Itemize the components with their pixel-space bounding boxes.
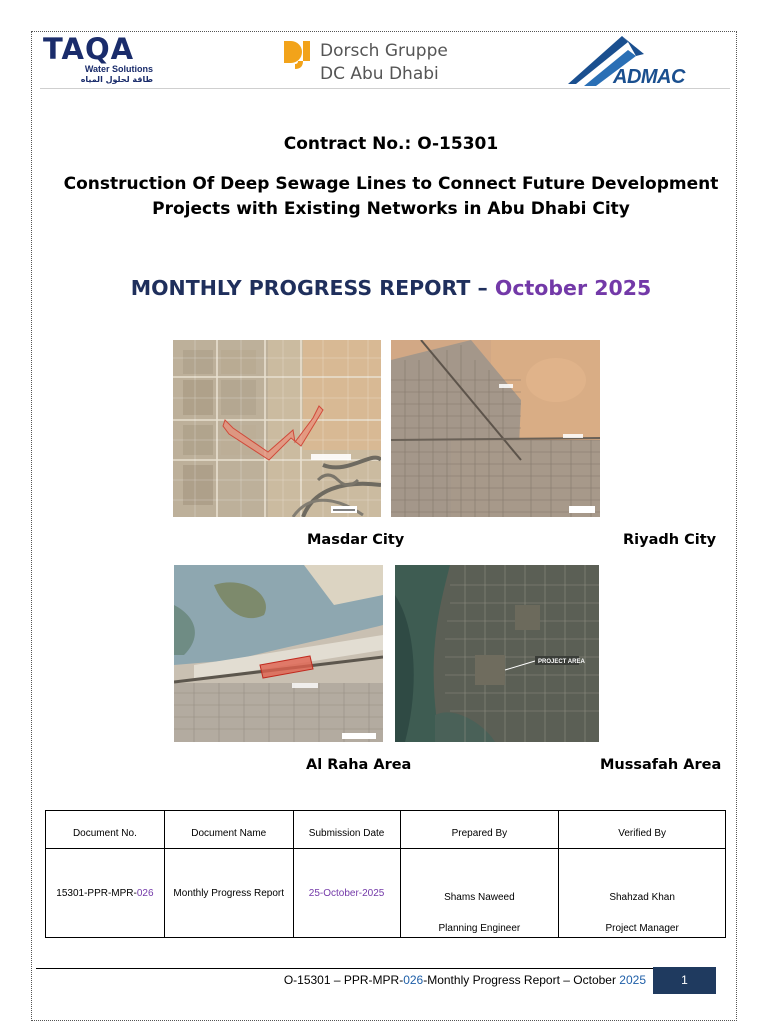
page-number-badge: 1 (653, 967, 716, 994)
prepared-by-role: Planning Engineer (438, 923, 521, 934)
table-header-row (46, 811, 726, 849)
map-caption-masdar-city: Masdar City (307, 532, 405, 548)
map-al-raha-area (174, 565, 383, 742)
cell-submission-date: 25-October-2025 (293, 849, 400, 938)
verified-by-role: Project Manager (605, 923, 679, 934)
prepared-by-name: Shams Naweed (444, 892, 515, 903)
dorsch-logo (283, 38, 453, 88)
taqa-logo-arabic: طاقة لحلول المياه (80, 75, 153, 84)
taqa-logo (43, 34, 153, 88)
document-no-prefix: 15301-PPR-MPR- (56, 887, 137, 899)
header-submission-date: Submission Date (293, 811, 400, 849)
admac-logo-word: ADMAC (613, 66, 685, 88)
footer-text (190, 971, 646, 989)
mussafah-project-area-label: PROJECT AREA (538, 659, 585, 665)
report-title-month: October 2025 (494, 276, 652, 300)
report-title (40, 275, 742, 301)
table-row (46, 849, 726, 938)
footer-divider (36, 968, 716, 969)
document-info-table (45, 810, 726, 938)
contract-title: Contract No.: O-15301 (283, 134, 499, 154)
header-divider (40, 88, 730, 89)
map-riyadh-city (391, 340, 600, 517)
taqa-logo-subtitle: Water Solutions (84, 64, 153, 74)
document-no-suffix: 026 (136, 887, 154, 899)
taqa-logo-word: TAQA (43, 32, 135, 66)
dorsch-mark-icon (283, 39, 315, 71)
dorsch-logo-line2: DC Abu Dhabi (320, 64, 439, 84)
map-masdar-city (173, 340, 381, 517)
map-caption-mussafah-area: Mussafah Area (600, 757, 722, 773)
admac-logo (566, 34, 706, 90)
header-document-name: Document Name (164, 811, 293, 849)
header-verified-by: Verified By (559, 811, 726, 849)
map-caption-riyadh-city: Riyadh City (623, 532, 717, 548)
header-prepared-by: Prepared By (400, 811, 559, 849)
cell-prepared-by (400, 849, 559, 938)
header-document-no: Document No. (46, 811, 165, 849)
report-title-main: MONTHLY PROGRESS REPORT – (130, 276, 495, 300)
cell-document-no (46, 849, 165, 938)
footer-part2: -Monthly Progress Report – October (423, 973, 620, 987)
cell-document-name: Monthly Progress Report (164, 849, 293, 938)
cell-verified-by (559, 849, 726, 938)
footer-year: 2025 (619, 973, 646, 987)
map-caption-al-raha-area: Al Raha Area (306, 757, 412, 773)
header-logos (40, 34, 730, 90)
project-title: Construction Of Deep Sewage Lines to Connect Future Development Projects with Existing Networks in Abu Dhabi City (63, 174, 719, 219)
footer-part1: O-15301 – PPR-MPR- (283, 973, 404, 987)
footer-number: 026 (403, 973, 424, 987)
verified-by-name: Shahzad Khan (609, 892, 675, 903)
map-mussafah-area (395, 565, 599, 742)
dorsch-logo-line1: Dorsch Gruppe (320, 41, 448, 61)
